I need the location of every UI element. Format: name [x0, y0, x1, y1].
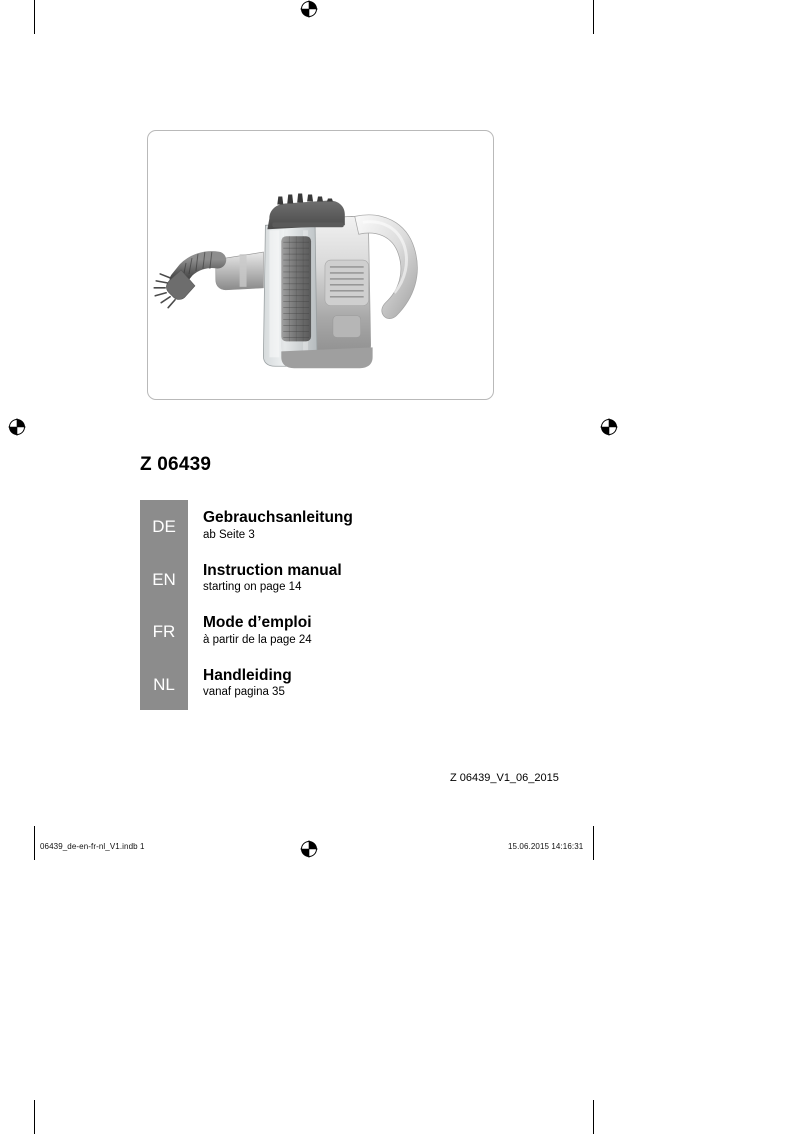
footer-timestamp: 15.06.2015 14:16:31 [508, 842, 584, 851]
language-table [140, 500, 560, 710]
language-text-de [188, 500, 353, 543]
language-code-en: EN [152, 569, 176, 589]
version-code: Z 06439_V1_06_2015 [450, 772, 559, 784]
registration-mark-bottom [300, 840, 318, 858]
language-subtitle-fr: à partir de la page 24 [203, 633, 312, 646]
language-title-fr: Mode d’emploi [203, 614, 312, 631]
language-title-en: Instruction manual [203, 561, 342, 579]
product-image-panel [147, 130, 494, 400]
crop-mark-top-left [34, 0, 35, 34]
language-title-de: Gebrauchsanleitung [203, 509, 353, 526]
language-code-de: DE [152, 517, 176, 536]
language-title-nl: Handleiding [203, 666, 292, 684]
registration-mark-left [8, 418, 26, 436]
language-code-nl: NL [153, 674, 175, 694]
language-row-fr[interactable] [140, 605, 560, 658]
registration-mark-right [600, 418, 618, 436]
language-text-fr [188, 605, 312, 648]
model-number: Z 06439 [140, 454, 212, 475]
language-subtitle-nl: vanaf pagina 35 [203, 686, 285, 699]
language-row-de[interactable] [140, 500, 560, 553]
language-row-nl[interactable] [140, 658, 560, 711]
language-text-en [188, 553, 342, 596]
crop-mark-bottom-left [34, 1100, 35, 1134]
language-row-en[interactable] [140, 553, 560, 606]
footer-rule-left [34, 826, 35, 860]
language-subtitle-en: starting on page 14 [203, 581, 302, 594]
crop-mark-top-right [593, 0, 594, 34]
handheld-vacuum-cleaner-illustration [148, 131, 493, 399]
language-code-fr: FR [152, 622, 176, 641]
registration-mark-top [300, 0, 318, 18]
language-text-nl [188, 658, 292, 701]
language-subtitle-de: ab Seite 3 [203, 528, 255, 541]
footer-rule-right [593, 826, 594, 860]
footer-file-name: 06439_de-en-fr-nl_V1.indb 1 [40, 842, 145, 851]
crop-mark-bottom-right [593, 1100, 594, 1134]
